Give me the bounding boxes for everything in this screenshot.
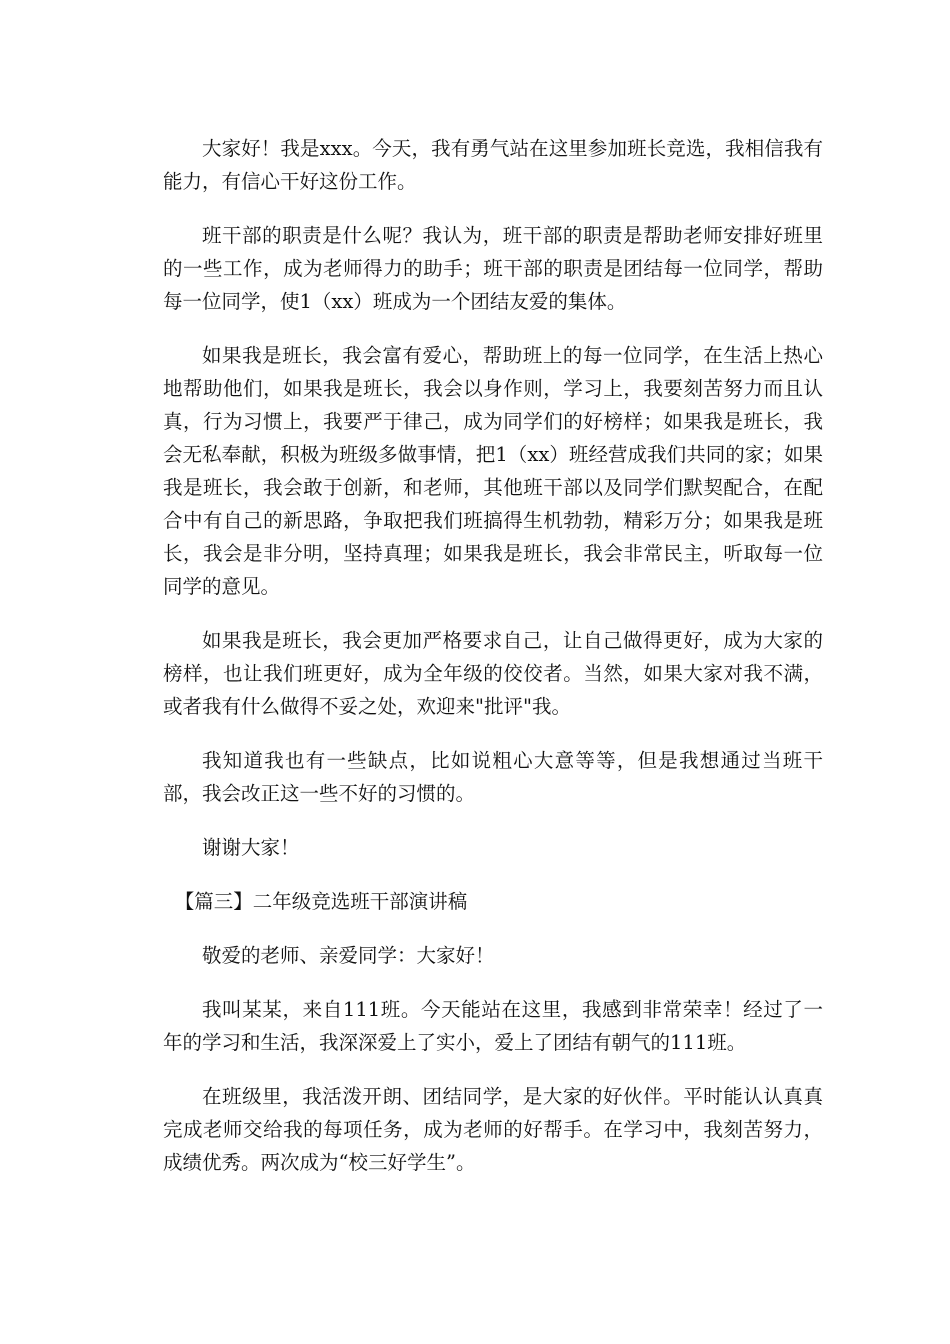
document-body (163, 132, 823, 1200)
paragraph-if-monitor: 如果我是班长，我会富有爱心，帮助班上的每一位同学，在生活上热心地帮助他们，如果我是班长，我会以身作则，学习上，我要刻苦努力而且认真，行为习惯上，我要严于律己，成为同学们的好榜样；如果我是班长，我会无私奉献，积极为班级多做事情，把1（xx）班经营成我们共同的家；如果我是班长，我会敢于创新，和老师，其他班干部以及同学们默契配合，在配合中有自己的新思路，争取把我们班搞得生机勃勃，精彩万分；如果我是班长，我会是非分明，坚持真理；如果我是班长，我会非常民主，听取每一位同学的意见。 (163, 344, 823, 598)
paragraph-intro: 大家好！我是xxx。今天，我有勇气站在这里参加班长竞选，我相信我有能力，有信心干好这份工作。 (163, 137, 823, 193)
paragraph-self-intro: 我叫某某，来自111班。今天能站在这里，我感到非常荣幸！经过了一年的学习和生活，我深深爱上了实小，爱上了团结有朝气的111班。 (163, 998, 823, 1054)
paragraph-duties: 班干部的职责是什么呢？我认为，班干部的职责是帮助老师安排好班里的一些工作，成为老师得力的助手；班干部的职责是团结每一位同学，帮助每一位同学，使1（xx）班成为一个团结友爱的集体。 (163, 224, 823, 313)
paragraph-greeting: 敬爱的老师、亲爱同学：大家好！ (202, 944, 495, 967)
paragraph-stricter: 如果我是班长，我会更加严格要求自己，让自己做得更好，成为大家的榜样，也让我们班更好，成为全年级的佼佼者。当然，如果大家对我不满，或者我有什么做得不妥之处，欢迎来"批评"我。 (163, 629, 823, 718)
paragraph-shortcomings: 我知道我也有一些缺点，比如说粗心大意等等，但是我想通过当班干部，我会改正这一些不好的习惯的。 (163, 749, 823, 805)
paragraph-in-class: 在班级里，我活泼开朗、团结同学，是大家的好伙伴。平时能认认真真完成老师交给我的每项任务，成为老师的好帮手。在学习中，我刻苦努力，成绩优秀。两次成为“校三好学生”。 (163, 1085, 823, 1174)
paragraph-thanks: 谢谢大家！ (202, 836, 300, 859)
section-heading: 【篇三】二年级竞选班干部演讲稿 (174, 890, 468, 913)
